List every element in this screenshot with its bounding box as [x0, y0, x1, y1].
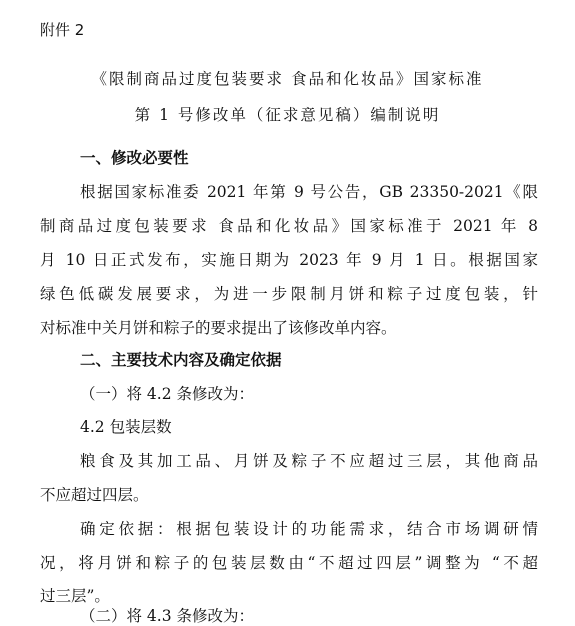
basis-text-line: 况，将月饼和粽子的包装层数由“不超过四层”调整为 “不超 [40, 554, 538, 572]
attachment-label: 附件 2 [40, 21, 85, 39]
section-1-paragraph-line: 根据国家标准委 2021 年第 9 号公告，GB 23350-2021《限 [80, 183, 538, 201]
document-title-line-2: 第 1 号修改单（征求意见稿）编制说明 [134, 106, 441, 124]
item-2-label: （二）将 4.3 条修改为： [80, 607, 255, 625]
basis-text-line: 过三层”。 [40, 587, 110, 605]
clause-text-line: 不应超过四层。 [40, 486, 149, 504]
clause-text-line: 粮食及其加工品、月饼及粽子不应超过三层，其他商品 [80, 452, 538, 470]
item-1-label: （一）将 4.2 条修改为： [80, 385, 255, 403]
section-1-paragraph-line: 绿色低碳发展要求，为进一步限制月饼和粽子过度包装，针 [40, 285, 538, 303]
section-1-paragraph-line: 月 10 日正式发布，实施日期为 2023 年 9 月 1 日。根据国家 [40, 251, 538, 269]
section-1-heading: 一、修改必要性 [80, 149, 189, 167]
section-1-paragraph-line: 制商品过度包装要求 食品和化妆品》国家标准于 2021 年 8 [40, 217, 538, 235]
clause-4-2-title: 4.2 包装层数 [80, 418, 172, 436]
section-2-heading: 二、主要技术内容及确定依据 [80, 351, 282, 369]
section-1-paragraph-line: 对标准中关月饼和粽子的要求提出了该修改单内容。 [40, 319, 397, 337]
basis-text-line: 确定依据：根据包装设计的功能需求，结合市场调研情 [80, 520, 538, 538]
document-title-line-1: 《限制商品过度包装要求 食品和化妆品》国家标准 [91, 70, 484, 88]
